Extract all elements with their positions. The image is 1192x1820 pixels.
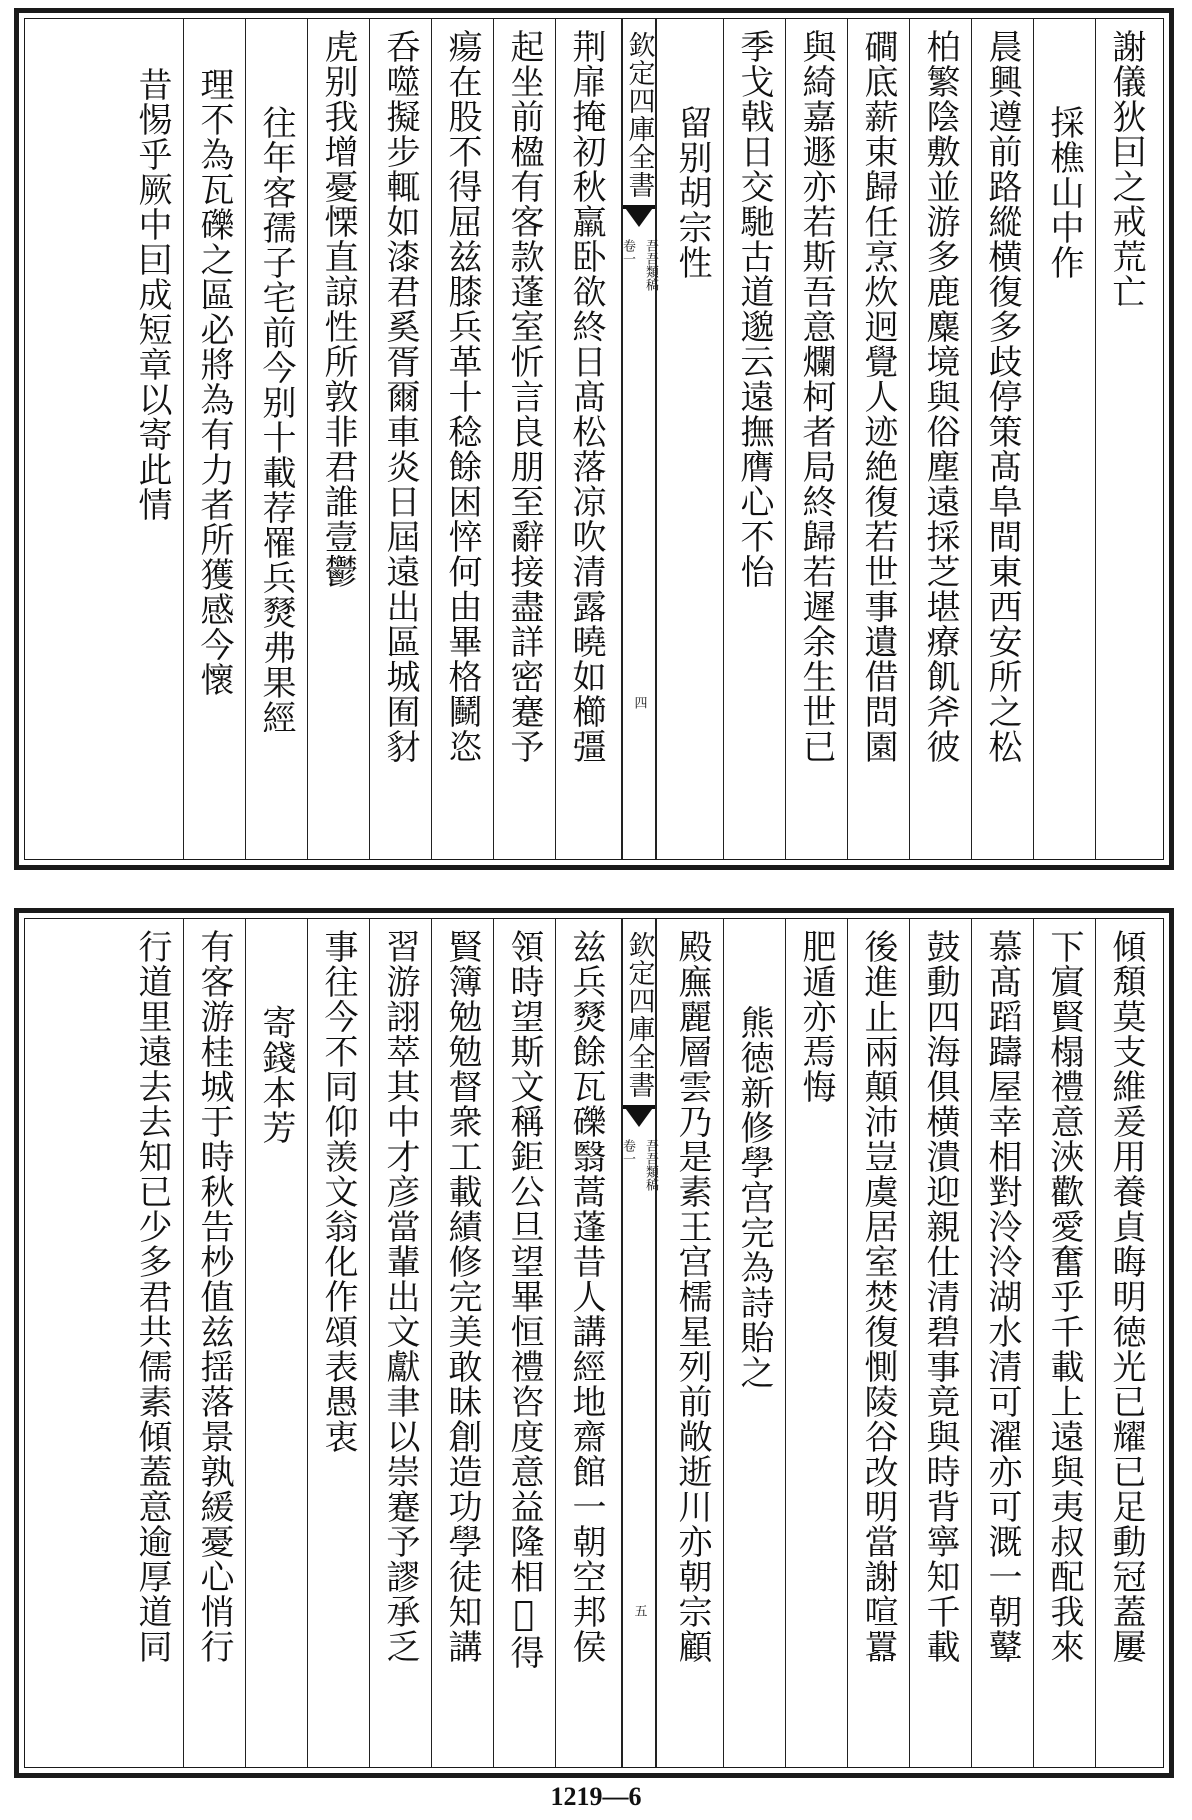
column-rule xyxy=(1095,919,1096,1767)
column-rule xyxy=(1033,19,1034,859)
text-column xyxy=(254,919,298,1767)
column-rule xyxy=(971,919,972,1767)
text-column xyxy=(670,19,714,859)
column-rule xyxy=(431,19,432,859)
text-column xyxy=(564,919,608,1767)
column-rule xyxy=(1033,919,1034,1767)
library-title: 欽定四庫全書 xyxy=(623,31,655,199)
column-text: 昔惕乎厥中囙成短章以寄此情 xyxy=(132,67,172,522)
column-text: 慕髙蹈躊屋幸相對泠泠湖水清可濯亦可溉一朝鼙 xyxy=(982,929,1022,1664)
text-column xyxy=(1042,919,1086,1767)
text-column xyxy=(980,919,1024,1767)
text-column xyxy=(316,919,360,1767)
collection-title: 吾吾類稿 xyxy=(643,1139,658,1191)
volume-label: 卷一 xyxy=(620,1139,635,1165)
column-text: 熊徳新修學宫完為詩貽之 xyxy=(734,1005,774,1390)
column-rule xyxy=(847,919,848,1767)
column-text: 瘍在股不得屈兹膝兵革十稔餘困悴何由畢格鬭恣 xyxy=(442,29,482,764)
column-text: 採樵山中作 xyxy=(1044,105,1084,280)
column-rule xyxy=(493,919,494,1767)
text-column xyxy=(130,919,174,1767)
text-column xyxy=(980,19,1024,859)
column-text: 肥遁亦焉悔 xyxy=(796,929,836,1104)
column-text: 領時望斯文稱鉅公旦望畢恒禮咨度意益隆相𥟰得 xyxy=(504,929,544,1670)
column-text: 與綺嘉遯亦若斯吾意爛柯者局終歸若遲余生世已 xyxy=(796,29,836,764)
column-text: 留别胡宗性 xyxy=(672,105,712,280)
column-rule xyxy=(431,919,432,1767)
text-column xyxy=(502,19,546,859)
upper-page-panel xyxy=(14,8,1174,870)
column-rule xyxy=(369,19,370,859)
column-rule xyxy=(183,19,184,859)
lower-page-columns xyxy=(25,919,1163,1767)
column-text: 傾頽莫支維爰用養貞晦明徳光已耀已足動冠蓋屢 xyxy=(1106,929,1146,1664)
folio-number: 五 xyxy=(631,1604,647,1617)
collection-title: 吾吾類稿 xyxy=(643,239,658,291)
column-rule xyxy=(307,19,308,859)
text-column xyxy=(856,19,900,859)
page-number-footer: 1219—6 xyxy=(550,1782,642,1811)
column-rule xyxy=(555,19,556,859)
column-text: 謝儀狄囙之戒荒亡 xyxy=(1106,29,1146,309)
text-column xyxy=(1104,19,1148,859)
column-text: 下賔賢榻禮意浹歡愛奮乎千載上遠與夷叔配我來 xyxy=(1044,929,1084,1664)
column-text: 鼓動四海俱横潰迎親仕清碧事竟與時背寧知千載 xyxy=(920,929,960,1664)
column-rule xyxy=(493,19,494,859)
text-column xyxy=(130,19,174,859)
column-rule xyxy=(245,919,246,1767)
fish-tail-mark-icon xyxy=(623,205,655,227)
column-text: 往年客孺子宅前今别十載荐罹兵燹弗果經 xyxy=(256,105,296,735)
column-rule xyxy=(723,919,724,1767)
column-rule xyxy=(785,919,786,1767)
column-text: 行道里遠去去知已少多君共儒素傾蓋意逾厚道同 xyxy=(132,929,172,1664)
text-column xyxy=(918,919,962,1767)
column-text: 磵底薪束歸任烹炊迥覺人迹絶復若世事遺借問園 xyxy=(858,29,898,764)
column-text: 賢簿勉勉督衆工載績修完美敢昧創造功學徒知講 xyxy=(442,929,482,1664)
column-rule xyxy=(1095,19,1096,859)
column-text: 習游詡萃其中才彦當輩出文獻聿以崇蹇予謬承乏 xyxy=(380,929,420,1664)
column-text: 季戈戟日交馳古道邈云遠撫膺心不怡 xyxy=(734,29,774,589)
column-rule xyxy=(183,919,184,1767)
text-column xyxy=(670,919,714,1767)
column-text: 虎别我增憂慄直諒性所敦非君誰壹鬱 xyxy=(318,29,358,589)
text-column xyxy=(440,919,484,1767)
collection-volume-label xyxy=(618,239,660,291)
collection-volume-label xyxy=(618,1139,660,1191)
column-text: 柏繁陰敷並游多鹿麋境與俗塵遠採芝堪療飢斧彼 xyxy=(920,29,960,764)
text-column xyxy=(1042,19,1086,859)
text-column xyxy=(316,19,360,859)
column-text: 事往今不同仰羡文翁化作頌表愚衷 xyxy=(318,929,358,1454)
lower-page-frame xyxy=(24,918,1164,1768)
folio-number: 四 xyxy=(631,696,647,709)
column-rule xyxy=(909,19,910,859)
center-fold xyxy=(621,19,657,859)
column-rule xyxy=(847,19,848,859)
column-rule xyxy=(785,19,786,859)
column-rule xyxy=(307,919,308,1767)
text-column xyxy=(564,19,608,859)
fish-tail-mark-icon xyxy=(623,1105,655,1127)
text-column xyxy=(440,19,484,859)
text-column xyxy=(794,919,838,1767)
text-column xyxy=(502,919,546,1767)
text-column xyxy=(192,19,236,859)
volume-label: 卷一 xyxy=(620,239,635,265)
text-column xyxy=(732,919,776,1767)
column-text: 殿廡麗層雲乃是素王宫檽星列前敞逝川亦朝宗顧 xyxy=(672,929,712,1664)
text-column xyxy=(254,19,298,859)
text-column xyxy=(378,919,422,1767)
column-rule xyxy=(245,19,246,859)
column-text: 有客游桂城于時秋告杪值兹揺落景孰緩憂心悄行 xyxy=(194,929,234,1664)
upper-page-columns xyxy=(25,19,1163,859)
column-rule xyxy=(555,919,556,1767)
column-rule xyxy=(723,19,724,859)
text-column xyxy=(918,19,962,859)
lower-page-panel xyxy=(14,908,1174,1778)
column-text: 後進止兩顛沛豈虞居室焚復惻陵谷改明當謝喧囂 xyxy=(858,929,898,1664)
column-text: 呑噬擬步輒如漆君奚胥爾車炎日屆遠出區城囿豺 xyxy=(380,29,420,764)
column-text: 兹兵燹餘瓦礫翳蒿蓬昔人講經地齋館一朝空邦侯 xyxy=(566,929,606,1664)
column-rule xyxy=(909,919,910,1767)
upper-page-frame xyxy=(24,18,1164,860)
column-text: 起坐前楹有客款蓬室忻言良朋至辭接盡詳密蹇予 xyxy=(504,29,544,764)
column-rule xyxy=(369,919,370,1767)
column-text: 晨興遵前路縱横復多歧停策髙阜間東西安所之松 xyxy=(982,29,1022,764)
text-column xyxy=(378,19,422,859)
text-column xyxy=(856,919,900,1767)
column-text: 荆扉掩初秋羸卧欲終日髙松落凉吹清露曉如櫛彊 xyxy=(566,29,606,764)
text-column xyxy=(1104,919,1148,1767)
text-column xyxy=(732,19,776,859)
center-fold xyxy=(621,919,657,1767)
library-title: 欽定四庫全書 xyxy=(623,931,655,1099)
column-text: 寄錢本芳 xyxy=(256,1005,296,1145)
column-text: 理不為瓦礫之區必將為有力者所獲感今懷 xyxy=(194,67,234,697)
text-column xyxy=(794,19,838,859)
column-rule xyxy=(971,19,972,859)
text-column xyxy=(192,919,236,1767)
